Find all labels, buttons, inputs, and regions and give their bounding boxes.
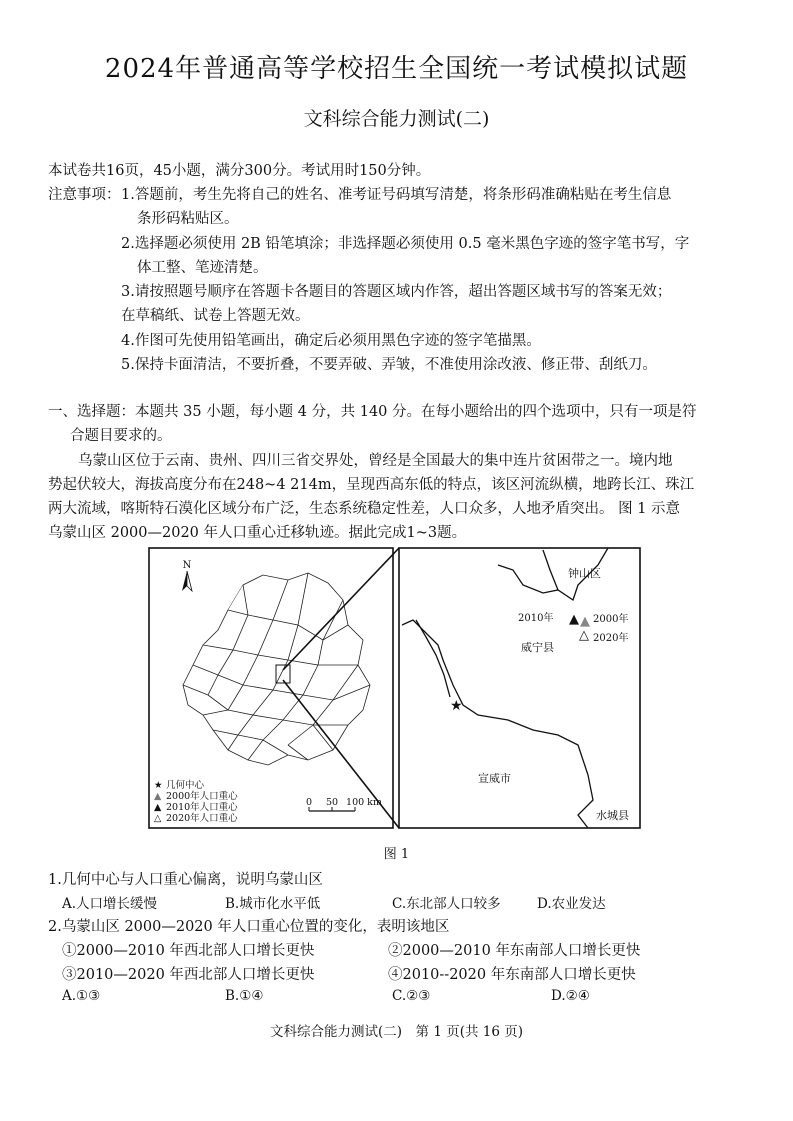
weining-boundary xyxy=(402,620,593,828)
legend-2010: 2010年人口重心 xyxy=(166,802,238,813)
exam-subtitle: 文科综合能力测试(二) xyxy=(303,108,490,130)
note-3a: 3.请按照题号顺序在答题卡各题目的答题区域内作答，超出答题区域书写的答案无效； xyxy=(121,284,672,300)
page-footer: 文科综合能力测试(二) 第 1 页(共 16 页) xyxy=(270,1024,523,1040)
q1-stem: 1.几何中心与人口重心偏离，说明乌蒙山区 xyxy=(48,872,323,888)
svg-text:0: 0 xyxy=(305,797,313,808)
legend-2020: 2020年人口重心 xyxy=(166,813,238,824)
svg-text:N: N xyxy=(182,560,192,571)
legend-2000: 2000年人口重心 xyxy=(166,791,238,802)
note-4: 4.作图可先使用铅笔画出，确定后必须用黑色字迹的签字笔描黑。 xyxy=(121,333,541,349)
svg-text:100 km: 100 km xyxy=(346,797,382,808)
label-2020: 2020年 xyxy=(593,633,629,644)
note-1b: 条形码粘贴区。 xyxy=(137,211,239,227)
q2-option-a: A.①③ xyxy=(62,988,101,1004)
exam-title: 2024年普通高等学校招生全国统一考试模拟试题 xyxy=(104,54,689,84)
q1-option-a: A.人口增长缓慢 xyxy=(62,896,158,912)
legend-2000-icon: ▲ xyxy=(154,791,162,802)
scale-bar xyxy=(306,797,382,811)
legend-2020-icon: △ xyxy=(154,813,162,824)
passage-line-1: 乌蒙山区位于云南、贵州、四川三省交界处，曾经是全国最大的集中连片贫困带之一。境内地 xyxy=(78,453,673,469)
note-2b: 体工整、笔迹清楚。 xyxy=(137,260,268,276)
passage-line-3: 两大流域，喀斯特石漠化区域分布广泛，生态系统稳定性差，人口众多，人地矛盾突出。 图 1 示意 xyxy=(48,501,681,517)
passage-line-4: 乌蒙山区 2000—2020 年人口重心迁移轨迹。据此完成1~3题。 xyxy=(48,525,467,541)
legend-geometric-center-icon: ★ xyxy=(154,780,163,791)
legend-2010-icon: ▲ xyxy=(154,802,162,813)
passage-line-2: 势起伏较大，海拔高度分布在248~4 214m，呈现西高东低的特点，该区河流纵横，地跨长江、珠江 xyxy=(48,477,695,493)
exam-info: 本试卷共16页，45小题，满分300分。考试用时150分钟。 xyxy=(48,163,431,179)
label-2010: 2010年 xyxy=(518,613,554,624)
label-weining: 威宁县 xyxy=(521,641,554,654)
section-heading-b: 合题目要求的。 xyxy=(70,428,172,444)
q2-option-c: C.②③ xyxy=(392,988,431,1004)
north-arrow-icon xyxy=(182,560,192,591)
q1-option-d: D.农业发达 xyxy=(537,896,606,912)
q2-statement-4: ④2010--2020 年东南部人口增长更快 xyxy=(388,967,636,983)
right-map-frame xyxy=(399,548,640,828)
svg-text:50: 50 xyxy=(325,797,339,808)
note-1a: 1.答题前，考生先将自己的姓名、准考证号码填写清楚，将条形码准确粘贴在考生信息 xyxy=(121,187,672,203)
label-shuicheng: 水城县 xyxy=(596,809,629,822)
q2-statement-2: ②2000—2010 年东南部人口增长更快 xyxy=(388,943,641,959)
label-xuanwei: 宣威市 xyxy=(478,772,511,785)
q2-statement-1: ①2000—2010 年西北部人口增长更快 xyxy=(62,943,315,959)
geometric-center-star-icon: ★ xyxy=(450,698,463,714)
q1-option-b: B.城市化水平低 xyxy=(225,896,321,912)
marker-2010-icon: ▲ xyxy=(569,612,579,627)
q1-option-c: C.东北部人口较多 xyxy=(392,896,501,912)
q2-option-d: D.②④ xyxy=(551,988,590,1004)
note-2a: 2.选择题必须使用 2B 铅笔填涂；非选择题必须使用 0.5 毫米黑色字迹的签字笔书写，字 xyxy=(121,236,690,252)
label-2000: 2000年 xyxy=(593,614,629,625)
label-zhongshan: 钟山区 xyxy=(568,567,601,580)
q2-option-b: B.①④ xyxy=(225,988,264,1004)
figure-caption: 图 1 xyxy=(383,847,410,862)
map-legend xyxy=(154,779,238,824)
notes-label: 注意事项： xyxy=(48,187,121,203)
q2-statement-3: ③2010—2020 年西北部人口增长更快 xyxy=(62,967,315,983)
marker-2000-icon: ▲ xyxy=(580,614,590,629)
note-3b: 在草稿纸、试卷上答题无效。 xyxy=(121,308,310,324)
section-heading-a: 一、选择题：本题共 35 小题，每小题 4 分，共 140 分。在每小题给出的四个选项中，只有一项是符 xyxy=(48,404,697,420)
figure-1-map xyxy=(148,545,642,831)
marker-2020-icon: △ xyxy=(579,628,589,643)
q2-stem: 2.乌蒙山区 2000—2020 年人口重心位置的变化，表明该地区 xyxy=(48,919,450,935)
note-5: 5.保持卡面清洁，不要折叠，不要弄破、弄皱，不准使用涂改液、修正带、刮纸刀。 xyxy=(121,357,657,373)
legend-geometric-center: 几何中心 xyxy=(166,780,205,791)
